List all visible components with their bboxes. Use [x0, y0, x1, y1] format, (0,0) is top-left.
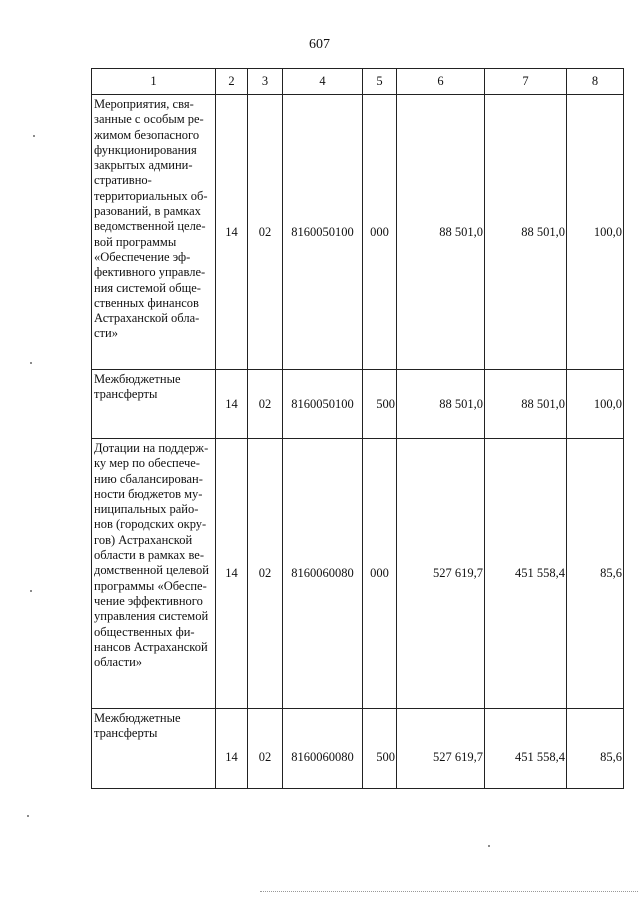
scan-dot	[30, 590, 32, 592]
scan-dot	[33, 135, 35, 137]
table-row	[92, 709, 624, 789]
scan-dot	[488, 845, 490, 847]
cell-amount-executed: 451 558,4	[485, 439, 567, 709]
cell-expense-type: 000	[363, 95, 397, 370]
scan-edge-line	[260, 891, 638, 892]
cell-amount-planned: 527 619,7	[397, 439, 485, 709]
cell-expense-type: 000	[363, 439, 397, 709]
cell-percent: 100,0	[567, 95, 624, 370]
column-header-8: 8	[567, 69, 624, 95]
table-row	[92, 95, 624, 370]
cell-amount-planned: 88 501,0	[397, 370, 485, 439]
scan-dot	[27, 815, 29, 817]
row-description: Мероприятия, свя- занные с особым ре- жимом безопасного функционирования закрытых админи- стративно- территориальных об- разований, в рамках ведомственной целе- вой программы «Обеспечение эф- фективного управле- ния системой обще- ственных финансов Астраханской обла- сти»	[92, 95, 216, 370]
scan-dot	[30, 362, 32, 364]
table-row	[92, 370, 624, 439]
column-header-2: 2	[216, 69, 248, 95]
cell-percent: 100,0	[567, 370, 624, 439]
column-header-1: 1	[92, 69, 216, 95]
cell-percent: 85,6	[567, 709, 624, 789]
cell-amount-executed: 88 501,0	[485, 95, 567, 370]
cell-subsection: 02	[248, 95, 283, 370]
cell-section: 14	[216, 370, 248, 439]
column-header-7: 7	[485, 69, 567, 95]
cell-amount-planned: 527 619,7	[397, 709, 485, 789]
table-row	[92, 439, 624, 709]
column-header-3: 3	[248, 69, 283, 95]
cell-amount-executed: 88 501,0	[485, 370, 567, 439]
cell-subsection: 02	[248, 709, 283, 789]
row-description: Межбюджетные трансферты	[92, 709, 216, 789]
cell-target-code: 8160060080	[283, 709, 363, 789]
cell-amount-executed: 451 558,4	[485, 709, 567, 789]
row-description: Дотации на поддерж- ку мер по обеспече- нию сбалансирован- ности бюджетов му- ниципальных райо- нов (городских окру- гов) Астраханской области в рамках ве- домственной целевой программы «Обеспе- чение эффективного управления системой общественных фи- нансов Астраханской области»	[92, 439, 216, 709]
cell-section: 14	[216, 439, 248, 709]
cell-subsection: 02	[248, 439, 283, 709]
cell-subsection: 02	[248, 370, 283, 439]
cell-section: 14	[216, 95, 248, 370]
column-header-4: 4	[283, 69, 363, 95]
column-header-5: 5	[363, 69, 397, 95]
cell-percent: 85,6	[567, 439, 624, 709]
cell-section: 14	[216, 709, 248, 789]
cell-expense-type: 500	[363, 709, 397, 789]
cell-amount-planned: 88 501,0	[397, 95, 485, 370]
cell-expense-type: 500	[363, 370, 397, 439]
cell-target-code: 8160050100	[283, 370, 363, 439]
page-number: 607	[309, 37, 330, 52]
cell-target-code: 8160060080	[283, 439, 363, 709]
budget-table	[91, 68, 624, 789]
row-description: Межбюджетные трансферты	[92, 370, 216, 439]
cell-target-code: 8160050100	[283, 95, 363, 370]
column-header-6: 6	[397, 69, 485, 95]
header-row	[92, 69, 624, 95]
